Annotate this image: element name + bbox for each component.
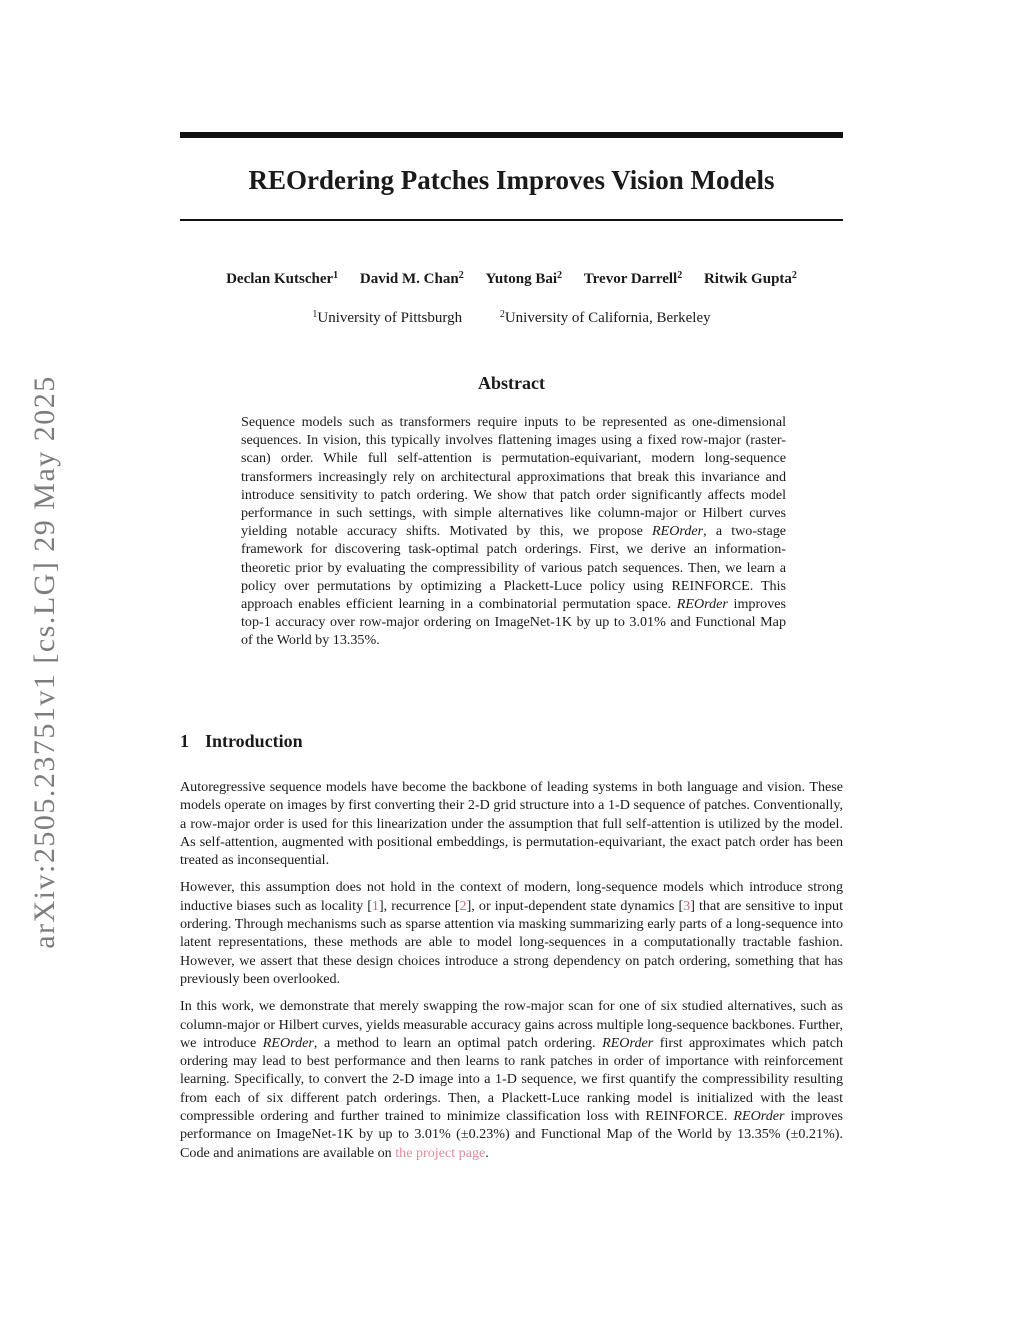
title-top-rule <box>180 132 843 138</box>
abstract-heading: Abstract <box>478 373 545 393</box>
method-name: REOrder <box>602 1034 654 1051</box>
affiliation: $^1$University of Pittsburgh <box>312 309 463 326</box>
paragraph: In this work, we demonstrate that merely swapping the row-major scan for one of six studied alternatives, such as column-major or Hilbert curves, yields measurable accuracy gains across multiple long-sequence backbones. Further, we introduce REOrder, a method to learn an optimal patch ordering. REOrder first approximates which patch ordering may lead to best performance and then learns to rank patches in order of importance with reinforcement learning. Specifically, to convert the 2-D image into a 1-D sequence, we first quantify the compressibility resulting from each of six different patch orderings. Then, a Plackett-Luce ranking model is initialized with the least compressible ordering and further trained to minimize classification loss with REINFORCE. REOrder improves performance on ImageNet-1K by up to 3.01% (±0.23%) and Functional Map of the World by 13.35% (±0.21%). Code and animations are available on the project page. <box>180 998 843 1161</box>
section-heading-introduction: 1 Introduction <box>180 731 303 751</box>
affiliation: $^2$University of California, Berkeley <box>499 309 711 326</box>
method-name: REOrder <box>676 596 728 613</box>
method-name: REOrder <box>733 1108 785 1125</box>
method-name: REOrder <box>262 1034 314 1051</box>
author: Yutong Bai$^2$ <box>485 270 563 287</box>
project-page-link[interactable]: the project page <box>395 1144 486 1161</box>
paragraph: Autoregressive sequence models have become the backbone of leading systems in both language and vision. These models operate on images by first converting their 2-D grid structure into a 1-D sequence of patches. Conventionally, a row-major order is used for this linearization under the assumption that full self-attention is utilized by the model. As self-attention, augmented with positional embeddings, is permutation-equivariant, the exact patch order has been treated as inconsequential. <box>180 779 843 869</box>
introduction-body <box>180 778 843 1171</box>
affiliation-list <box>140 304 883 329</box>
abstract-text: Sequence models such as transformers require inputs to be represented as one-dimensional sequences. In vision, this typically involves flattening images using a fixed row-major (raster-scan) order. While full self-attention is permutation-equivariant, modern long-sequence transformers increasingly rely on architectural approximations that break this invariance and introduce sensitivity to patch ordering. We show that patch order significantly affects model performance in such settings, with simple alternatives like column-major or Hilbert curves yielding notable accuracy shifts. Motivated by this, we propose REOrder, a two-stage framework for discovering task-optimal patch orderings. First, we derive an information-theoretic prior by evaluating the compressibility of various patch sequences. Then, we learn a policy over permutations by optimizing a Plackett-Luce policy using REINFORCE. This approach enables efficient learning in a combinatorial permutation space. REOrder improves top-1 accuracy over row-major ordering on ImageNet-1K by up to 3.01% and Functional Map of the World by 13.35%. <box>241 414 786 649</box>
citation-link[interactable]: 3 <box>683 897 691 914</box>
method-name: REOrder <box>652 523 704 540</box>
author-list <box>140 265 883 290</box>
author: David M. Chan$^2$ <box>359 270 464 287</box>
citation-link[interactable]: 1 <box>371 897 379 914</box>
paper-title: REOrdering Patches Improves Vision Models <box>248 165 775 195</box>
citation-link[interactable]: 2 <box>459 897 467 914</box>
arxiv-identifier-stamp: arXiv:2505.23751v1 [cs.LG] 29 May 2025 <box>28 375 61 949</box>
author: Trevor Darrell$^2$ <box>583 270 683 287</box>
author: Declan Kutscher$^1$ <box>226 270 339 287</box>
author: Ritwik Gupta$^2$ <box>703 270 797 287</box>
paragraph: However, this assumption does not hold in the context of modern, long-sequence models which introduce strong inductive biases such as locality [1], recurrence [2], or input-dependent state dynamics [3] that are sensitive to input ordering. Through mechanisms such as sparse attention via masking summarizing early parts of a long-sequence into latent representations, these methods are able to model long-sequences in a computationally tractable fashion. However, we assert that these design choices introduce a strong dependency on patch ordering, something that has previously been overlooked. <box>180 879 843 987</box>
title-bottom-rule <box>180 219 843 221</box>
